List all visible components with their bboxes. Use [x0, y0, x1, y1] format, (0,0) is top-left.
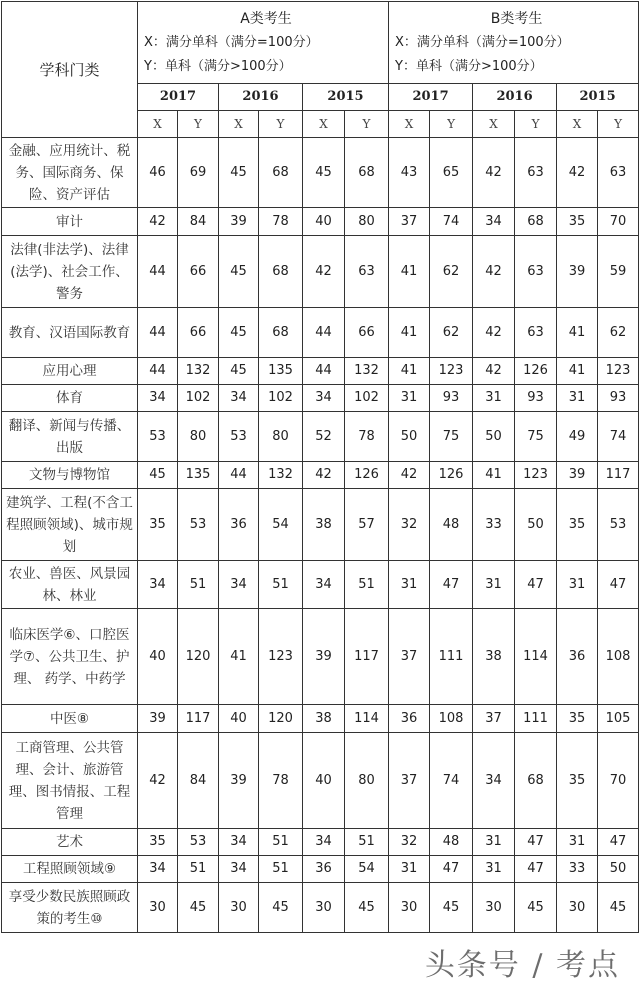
score-cell: 47: [515, 561, 557, 609]
score-cell: 34: [303, 561, 345, 609]
score-cell: 31: [473, 385, 515, 412]
score-table: [1, 1, 639, 933]
score-cell: 42: [473, 358, 515, 385]
score-cell: 126: [515, 358, 557, 385]
score-cell: 123: [515, 462, 557, 489]
category-header: 学科门类: [2, 2, 138, 138]
table-row: [2, 412, 639, 462]
category-label: 法律(非法学)、法律(法学)、社会工作、警务: [2, 236, 138, 308]
group-a-header: [138, 2, 389, 84]
score-cell: 93: [598, 385, 639, 412]
score-cell: 74: [430, 733, 473, 829]
score-cell: 41: [219, 609, 259, 705]
score-cell: 34: [138, 561, 178, 609]
score-cell: 80: [345, 208, 389, 236]
year-header: 2015: [303, 84, 389, 111]
score-cell: 39: [303, 609, 345, 705]
score-cell: 51: [259, 829, 303, 856]
group-b-title: B类考生: [490, 10, 543, 27]
score-cell: 44: [138, 358, 178, 385]
score-cell: 42: [389, 462, 430, 489]
category-label: 享受少数民族照顾政策的考生⑩: [2, 883, 138, 933]
score-cell: 45: [598, 883, 639, 933]
score-cell: 42: [303, 462, 345, 489]
score-cell: 93: [430, 385, 473, 412]
score-cell: 37: [389, 208, 430, 236]
score-cell: 49: [557, 412, 598, 462]
score-cell: 65: [430, 138, 473, 208]
score-cell: 47: [598, 561, 639, 609]
score-cell: 45: [138, 462, 178, 489]
score-cell: 135: [259, 358, 303, 385]
group-b-y-desc: Y：单科（满分>100分）: [395, 58, 543, 74]
score-cell: 78: [259, 208, 303, 236]
score-cell: 68: [259, 138, 303, 208]
score-cell: 54: [259, 489, 303, 561]
score-cell: 70: [598, 208, 639, 236]
score-cell: 37: [389, 609, 430, 705]
score-cell: 35: [557, 489, 598, 561]
y-col-header: Y: [515, 111, 557, 138]
score-cell: 135: [178, 462, 219, 489]
score-cell: 111: [430, 609, 473, 705]
score-cell: 102: [345, 385, 389, 412]
score-cell: 40: [219, 705, 259, 733]
score-cell: 74: [598, 412, 639, 462]
score-cell: 45: [219, 358, 259, 385]
score-cell: 80: [178, 412, 219, 462]
score-cell: 41: [389, 308, 430, 358]
score-cell: 30: [219, 883, 259, 933]
score-cell: 36: [389, 705, 430, 733]
category-label: 临床医学⑥、口腔医学⑦、公共卫生、护理、 药学、中药学: [2, 609, 138, 705]
score-cell: 45: [303, 138, 345, 208]
score-cell: 78: [259, 733, 303, 829]
score-cell: 46: [138, 138, 178, 208]
score-cell: 32: [389, 829, 430, 856]
score-cell: 35: [557, 705, 598, 733]
y-col-header: Y: [598, 111, 639, 138]
score-cell: 40: [303, 733, 345, 829]
score-cell: 41: [557, 358, 598, 385]
score-cell: 123: [430, 358, 473, 385]
score-cell: 50: [598, 856, 639, 883]
score-cell: 57: [345, 489, 389, 561]
score-cell: 34: [219, 561, 259, 609]
score-cell: 51: [259, 561, 303, 609]
score-cell: 69: [178, 138, 219, 208]
score-cell: 33: [473, 489, 515, 561]
score-cell: 38: [473, 609, 515, 705]
score-cell: 32: [389, 489, 430, 561]
score-cell: 42: [473, 236, 515, 308]
score-cell: 31: [389, 561, 430, 609]
score-cell: 31: [473, 856, 515, 883]
score-cell: 35: [557, 733, 598, 829]
score-cell: 84: [178, 733, 219, 829]
score-cell: 34: [219, 829, 259, 856]
y-col-header: Y: [430, 111, 473, 138]
score-cell: 68: [259, 308, 303, 358]
score-cell: 30: [138, 883, 178, 933]
score-cell: 43: [389, 138, 430, 208]
score-cell: 66: [345, 308, 389, 358]
table-row: [2, 462, 639, 489]
score-cell: 63: [515, 236, 557, 308]
score-cell: 47: [430, 856, 473, 883]
category-label: 工商管理、公共管理、会计、旅游管理、图书情报、工程管理: [2, 733, 138, 829]
score-cell: 66: [178, 236, 219, 308]
score-cell: 41: [389, 358, 430, 385]
score-cell: 42: [473, 308, 515, 358]
score-cell: 42: [557, 138, 598, 208]
score-cell: 45: [259, 883, 303, 933]
score-cell: 62: [430, 308, 473, 358]
score-cell: 44: [138, 308, 178, 358]
score-cell: 63: [515, 308, 557, 358]
score-cell: 47: [515, 829, 557, 856]
year-header: 2016: [473, 84, 557, 111]
score-cell: 123: [259, 609, 303, 705]
score-cell: 47: [598, 829, 639, 856]
category-label: 建筑学、工程(不含工程照顾领域)、城市规划: [2, 489, 138, 561]
score-cell: 102: [178, 385, 219, 412]
score-cell: 126: [345, 462, 389, 489]
category-label: 审计: [2, 208, 138, 236]
score-cell: 33: [557, 856, 598, 883]
score-cell: 117: [345, 609, 389, 705]
score-cell: 117: [598, 462, 639, 489]
score-cell: 126: [430, 462, 473, 489]
score-cell: 44: [303, 308, 345, 358]
table-row: [2, 609, 639, 705]
score-cell: 39: [219, 208, 259, 236]
score-cell: 41: [557, 308, 598, 358]
table-row: [2, 733, 639, 829]
x-col-header: X: [303, 111, 345, 138]
category-label: 应用心理: [2, 358, 138, 385]
watermark: 头条号 / 考点: [424, 948, 620, 983]
score-cell: 30: [303, 883, 345, 933]
category-label: 农业、兽医、风景园林、林业: [2, 561, 138, 609]
score-cell: 51: [345, 561, 389, 609]
score-cell: 34: [303, 385, 345, 412]
score-cell: 117: [178, 705, 219, 733]
score-cell: 53: [178, 829, 219, 856]
score-cell: 50: [515, 489, 557, 561]
score-cell: 44: [138, 236, 178, 308]
score-cell: 35: [138, 829, 178, 856]
score-cell: 31: [389, 385, 430, 412]
score-cell: 132: [178, 358, 219, 385]
score-cell: 51: [259, 856, 303, 883]
score-cell: 53: [178, 489, 219, 561]
table-row: [2, 385, 639, 412]
category-label: 翻译、新闻与传播、出版: [2, 412, 138, 462]
score-cell: 44: [303, 358, 345, 385]
score-cell: 41: [473, 462, 515, 489]
score-cell: 34: [303, 829, 345, 856]
category-label: 文物与博物馆: [2, 462, 138, 489]
score-cell: 66: [178, 308, 219, 358]
score-cell: 51: [178, 561, 219, 609]
group-b-x-desc: X：满分单科（满分=100分）: [395, 34, 570, 50]
score-cell: 39: [557, 462, 598, 489]
score-cell: 42: [303, 236, 345, 308]
score-cell: 111: [515, 705, 557, 733]
score-cell: 120: [259, 705, 303, 733]
table-row: [2, 561, 639, 609]
score-cell: 42: [138, 733, 178, 829]
score-cell: 30: [473, 883, 515, 933]
score-cell: 132: [259, 462, 303, 489]
score-cell: 59: [598, 236, 639, 308]
category-label: 工程照顾领域⑨: [2, 856, 138, 883]
score-cell: 68: [345, 138, 389, 208]
score-cell: 75: [430, 412, 473, 462]
y-col-header: Y: [178, 111, 219, 138]
score-cell: 54: [345, 856, 389, 883]
score-cell: 47: [515, 856, 557, 883]
score-cell: 30: [389, 883, 430, 933]
score-cell: 53: [598, 489, 639, 561]
group-b-header: [389, 2, 639, 84]
score-cell: 108: [598, 609, 639, 705]
score-cell: 62: [430, 236, 473, 308]
score-cell: 50: [473, 412, 515, 462]
score-cell: 53: [138, 412, 178, 462]
score-cell: 44: [219, 462, 259, 489]
x-col-header: X: [473, 111, 515, 138]
score-cell: 114: [345, 705, 389, 733]
score-cell: 48: [430, 829, 473, 856]
table-row: [2, 705, 639, 733]
score-cell: 47: [430, 561, 473, 609]
score-cell: 45: [219, 236, 259, 308]
score-cell: 36: [303, 856, 345, 883]
category-label: 艺术: [2, 829, 138, 856]
x-col-header: X: [138, 111, 178, 138]
score-cell: 108: [430, 705, 473, 733]
score-cell: 123: [598, 358, 639, 385]
score-cell: 63: [515, 138, 557, 208]
table-row: [2, 856, 639, 883]
score-cell: 38: [303, 705, 345, 733]
score-cell: 34: [219, 385, 259, 412]
score-cell: 42: [473, 138, 515, 208]
year-header: 2015: [557, 84, 639, 111]
x-col-header: X: [219, 111, 259, 138]
score-cell: 51: [345, 829, 389, 856]
score-cell: 34: [473, 208, 515, 236]
table-row: [2, 208, 639, 236]
score-cell: 80: [259, 412, 303, 462]
score-cell: 40: [138, 609, 178, 705]
score-cell: 114: [515, 609, 557, 705]
group-a-y-desc: Y：单科（满分>100分）: [144, 58, 292, 74]
score-cell: 30: [557, 883, 598, 933]
table-row: [2, 236, 639, 308]
score-cell: 45: [430, 883, 473, 933]
score-cell: 31: [557, 561, 598, 609]
year-header: 2017: [389, 84, 473, 111]
score-cell: 35: [138, 489, 178, 561]
category-label: 中医⑧: [2, 705, 138, 733]
score-cell: 68: [515, 733, 557, 829]
score-cell: 36: [219, 489, 259, 561]
score-cell: 39: [557, 236, 598, 308]
score-cell: 84: [178, 208, 219, 236]
x-col-header: X: [389, 111, 430, 138]
table-row: [2, 138, 639, 208]
score-cell: 132: [345, 358, 389, 385]
score-cell: 35: [557, 208, 598, 236]
table-row: [2, 829, 639, 856]
score-cell: 45: [345, 883, 389, 933]
score-cell: 31: [389, 856, 430, 883]
score-cell: 42: [138, 208, 178, 236]
score-cell: 34: [219, 856, 259, 883]
table-row: [2, 489, 639, 561]
score-cell: 37: [473, 705, 515, 733]
score-cell: 70: [598, 733, 639, 829]
table-row: [2, 358, 639, 385]
score-cell: 34: [138, 856, 178, 883]
year-header: 2017: [138, 84, 219, 111]
score-cell: 120: [178, 609, 219, 705]
score-cell: 45: [219, 308, 259, 358]
score-cell: 93: [515, 385, 557, 412]
score-cell: 68: [259, 236, 303, 308]
score-cell: 39: [219, 733, 259, 829]
score-cell: 75: [515, 412, 557, 462]
score-cell: 102: [259, 385, 303, 412]
score-cell: 31: [473, 829, 515, 856]
score-cell: 80: [345, 733, 389, 829]
score-cell: 40: [303, 208, 345, 236]
score-cell: 31: [557, 385, 598, 412]
score-cell: 31: [473, 561, 515, 609]
score-cell: 53: [219, 412, 259, 462]
score-cell: 34: [138, 385, 178, 412]
score-cell: 63: [345, 236, 389, 308]
score-cell: 45: [515, 883, 557, 933]
score-cell: 38: [303, 489, 345, 561]
group-a-title: A类考生: [240, 10, 292, 27]
score-cell: 50: [389, 412, 430, 462]
score-cell: 51: [178, 856, 219, 883]
score-cell: 41: [389, 236, 430, 308]
score-cell: 68: [515, 208, 557, 236]
category-label: 教育、汉语国际教育: [2, 308, 138, 358]
score-cell: 48: [430, 489, 473, 561]
score-cell: 36: [557, 609, 598, 705]
category-label: 体育: [2, 385, 138, 412]
group-a-x-desc: X：满分单科（满分=100分）: [144, 34, 319, 50]
score-cell: 78: [345, 412, 389, 462]
x-col-header: X: [557, 111, 598, 138]
score-cell: 31: [557, 829, 598, 856]
y-col-header: Y: [259, 111, 303, 138]
score-cell: 34: [473, 733, 515, 829]
score-cell: 45: [178, 883, 219, 933]
table-row: [2, 308, 639, 358]
score-cell: 45: [219, 138, 259, 208]
table-row: [2, 883, 639, 933]
score-cell: 105: [598, 705, 639, 733]
score-cell: 74: [430, 208, 473, 236]
year-header: 2016: [219, 84, 303, 111]
score-cell: 39: [138, 705, 178, 733]
score-cell: 63: [598, 138, 639, 208]
score-cell: 37: [389, 733, 430, 829]
y-col-header: Y: [345, 111, 389, 138]
score-cell: 52: [303, 412, 345, 462]
category-label: 金融、应用统计、税务、国际商务、保险、资产评估: [2, 138, 138, 208]
score-cell: 62: [598, 308, 639, 358]
